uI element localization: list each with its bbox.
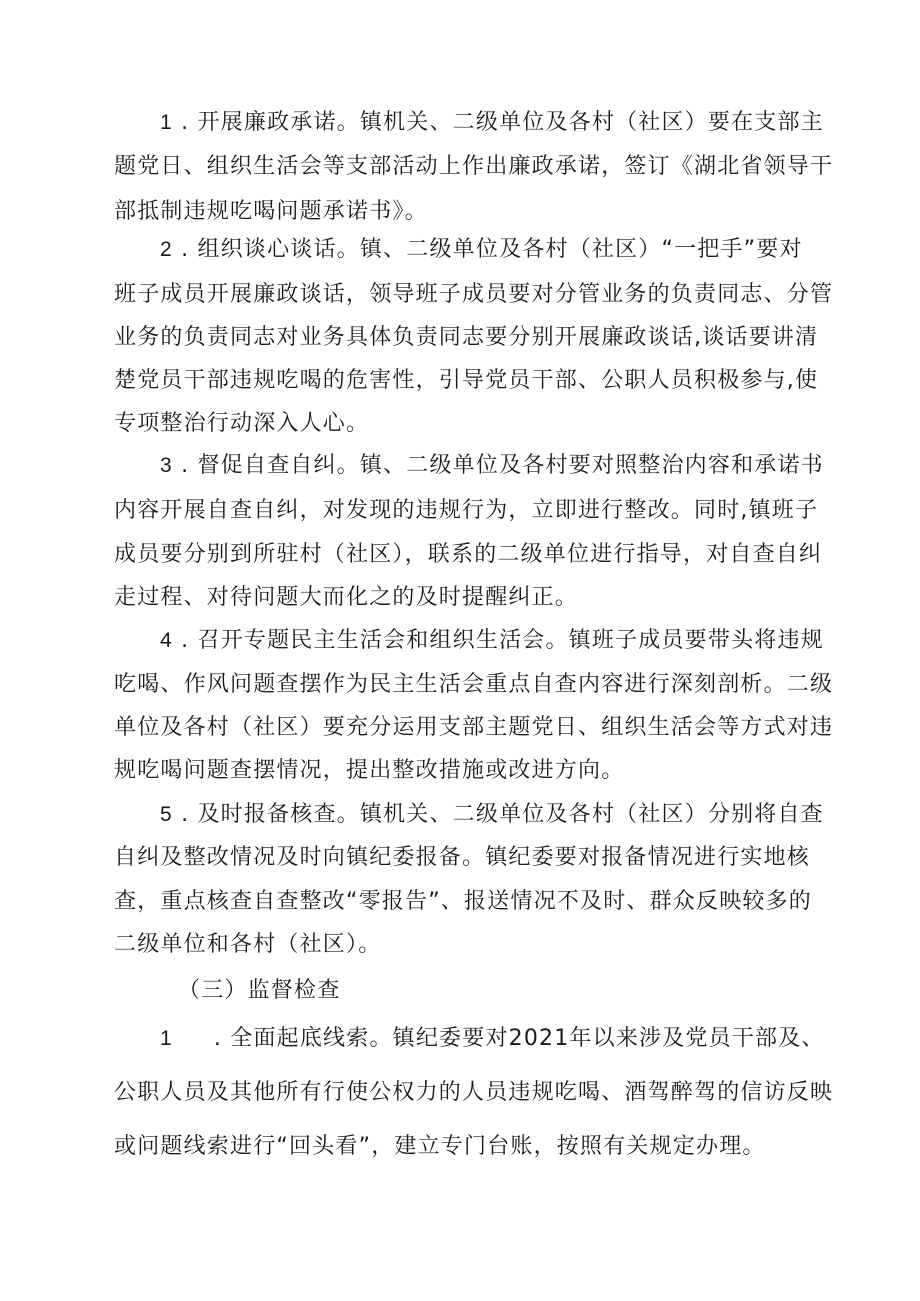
paragraph-5-line-3: 查，重点核查自查整改“零报告”、报送情况不及时、群众反映较多的 bbox=[114, 889, 812, 914]
item-number: 3 bbox=[160, 454, 173, 477]
section-heading: （三）监督检查 bbox=[178, 978, 341, 1003]
paragraph-4-line-2: 吃喝、作风问题查摆作为民主生活会重点自查内容进行深刻剖析。二级 bbox=[114, 672, 834, 697]
paragraph-2-line-4: 楚党员干部违规吃喝的危害性，引导党员干部、公职人员积极参与,使 bbox=[114, 368, 819, 393]
paragraph-1-line-1: 1 . 开展廉政承诺。镇机关、二级单位及各村（社区）要在支部主 bbox=[0, 103, 920, 143]
paragraph-3-line-1: 3 . 督促自查自纠。镇、二级单位及各村要对照整治内容和承诺书 bbox=[0, 446, 920, 486]
paragraph-2-line-5: 专项整治行动深入人心。 bbox=[114, 411, 370, 436]
paragraph-1-line-3: 部抵制违规吃喝问题承诺书》。 bbox=[114, 199, 428, 224]
paragraph-4-line-1: 4 . 召开专题民主生活会和组织生活会。镇班子成员要带头将违规 bbox=[0, 621, 920, 661]
paragraph-4-line-3: 单位及各村（社区）要充分运用支部主题党日、组织生活会等方式对违 bbox=[114, 715, 834, 740]
paragraph-2-line-2: 班子成员开展廉政谈话，领导班子成员要对分管业务的负责同志、分管 bbox=[114, 282, 834, 307]
paragraph-2-line-3: 业务的负责同志对业务具体负责同志要分别开展廉政谈话,谈话要讲清 bbox=[114, 325, 819, 350]
item-number: 5 bbox=[160, 803, 173, 826]
paragraph-5-line-2: 自纠及整改情况及时向镇纪委报备。镇纪委要对报备情况进行实地核 bbox=[114, 845, 811, 870]
paragraph-5-line-4: 二级单位和各村（社区）。 bbox=[114, 932, 382, 957]
item-number: 4 bbox=[160, 629, 173, 652]
paragraph-3-line-2: 内容开展自查自纠，对发现的违规行为，立即进行整改。同时,镇班子 bbox=[114, 498, 819, 523]
paragraph-1-line-2: 题党日、组织生活会等支部活动上作出廉政承诺，签订《湖北省领导干 bbox=[114, 154, 834, 179]
last-paragraph-line-2: 公职人员及其他所有行使公权力的人员违规吃喝、酒驾醉驾的信访反映 bbox=[114, 1080, 834, 1105]
paragraph-5-line-1: 5 . 及时报备核查。镇机关、二级单位及各村（社区）分别将自查 bbox=[0, 795, 920, 835]
item-number: 1 bbox=[160, 1027, 173, 1050]
last-paragraph-line-1: 1 . 全面起底线索。镇纪委要对2021年以来涉及党员干部及、 bbox=[0, 1019, 920, 1059]
paragraph-2-line-1: 2 . 组织谈心谈话。镇、二级单位及各村（社区）“一把手”要对 bbox=[0, 230, 920, 270]
paragraph-4-line-4: 规吃喝问题查摆情况，提出整改措施或改进方向。 bbox=[114, 758, 625, 783]
item-number: 2 bbox=[160, 238, 173, 261]
item-number: 1 bbox=[160, 111, 173, 134]
last-paragraph-line-3: 或问题线索进行“回头看”，建立专门台账，按照有关规定办理。 bbox=[114, 1134, 766, 1159]
paragraph-3-line-3: 成员要分别到所驻村（社区），联系的二级单位进行指导，对自查自纠 bbox=[114, 542, 823, 567]
paragraph-3-line-4: 走过程、对待问题大而化之的及时提醒纠正。 bbox=[114, 585, 579, 610]
